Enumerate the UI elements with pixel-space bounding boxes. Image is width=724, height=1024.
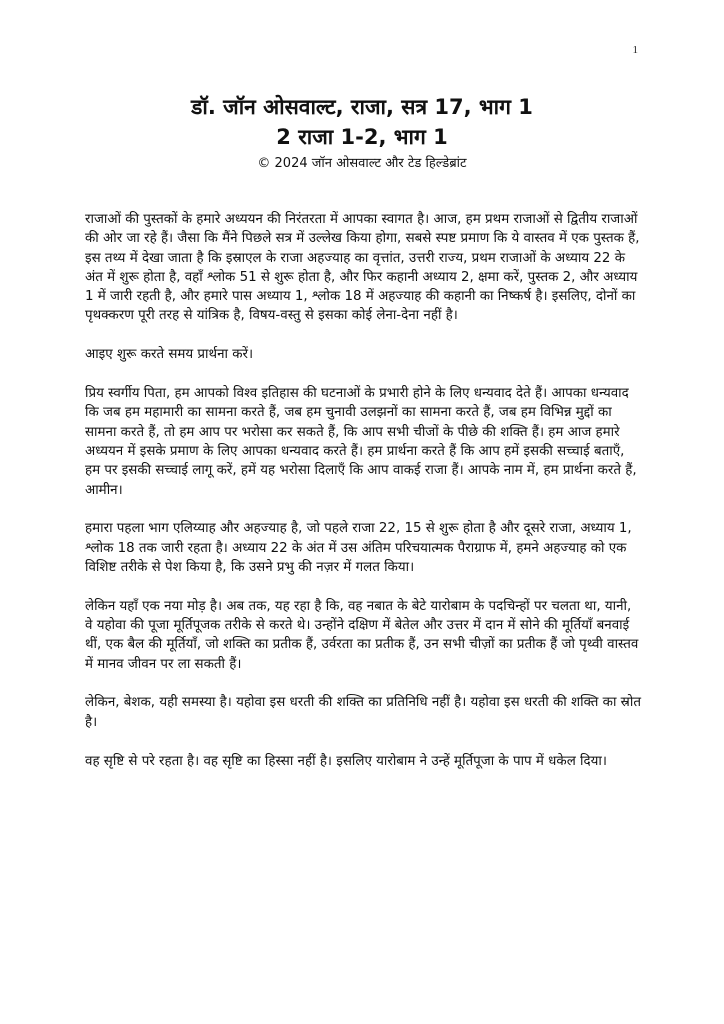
- paragraph-problem: लेकिन, बेशक, यही समस्या है। यहोवा इस धरती की शक्ति का प्रतिनिधि नहीं है। यहोवा इस धरती की शक्ति का स्रोत है।: [85, 695, 641, 730]
- page-title: डॉ. जॉन ओसवाल्ट, राजा, सत्र 17, भाग 1: [191, 95, 533, 119]
- paragraph-beyond-creation: वह सृष्टि से परे रहता है। वह सृष्टि का हिस्सा नहीं है। इसलिए यारोबाम ने उन्हें मूर्तिपूजा के पाप में धकेल दिया।: [85, 753, 607, 769]
- document-header: [0, 92, 724, 174]
- page-number: 1: [632, 44, 638, 56]
- page-subtitle: 2 राजा 1-2, भाग 1: [276, 125, 448, 149]
- paragraph-new-twist: लेकिन यहाँ एक नया मोड़ है। अब तक, यह रहा है कि, वह नबात के बेटे यारोबाम के पदचिन्हों पर चलता था, यानी, वे यहोवा की पूजा मूर्तिपूजक तरीके से करते थे। उन्होंने दक्षिण में बेतेल और उत्तर में दान में सोने की मूर्तियाँ बनवाई थीं, एक बैल की मूर्तियाँ, जो शक्ति का प्रतीक हैं, उर्वरता का प्रतीक हैं, उन सभी चीज़ों का प्रतीक हैं जो पृथ्वी वास्तव में मानव जीवन पर ला सकती हैं।: [85, 598, 639, 672]
- paragraph-prayer: प्रिय स्वर्गीय पिता, हम आपको विश्व इतिहास की घटनाओं के प्रभारी होने के लिए धन्यवाद देते हैं। आपका धन्यवाद कि जब हम महामारी का सामना करते हैं, जब हम चुनावी उलझनों का सामना करते हैं, जब हम विभिन्न मुद्दों का सामना करते हैं, तो हम आप पर भरोसा कर सकते हैं, कि आप सभी चीजों के पीछे की शक्ति हैं। हम आज हमारे अध्ययन में इसके प्रमाण के लिए आपका धन्यवाद करते हैं। हम प्रार्थना करते हैं कि आप हमें इसकी सच्चाई बताएँ, हम पर इसकी सच्चाई लागू करें, हमें यह भरोसा दिलाएँ कि आप वाकई राजा हैं। आपके नाम में, हम प्रार्थना करते हैं, आमीन।: [85, 386, 637, 498]
- copyright-notice: © 2024 जॉन ओसवाल्ट और टेड हिल्डेब्रांट: [257, 156, 467, 171]
- paragraph-prayer-intro: आइए शुरू करते समय प्रार्थना करें।: [85, 347, 254, 363]
- document-body: [85, 210, 641, 790]
- paragraph-intro: राजाओं की पुस्तकों के हमारे अध्ययन की निरंतरता में आपका स्वागत है। आज, हम प्रथम राजाओं से द्वितीय राजाओं की ओर जा रहे हैं। जैसा कि मैंने पिछले सत्र में उल्लेख किया होगा, सबसे स्पष्ट प्रमाण कि ये वास्तव में एक पुस्तक हैं, इस तथ्य में देखा जाता है कि इस्राएल के राजा अहज्याह का वृत्तांत, उत्तरी राज्य, प्रथम राजाओं के अध्याय 22 के अंत में शुरू होता है, वहाँ श्लोक 51 से शुरू होता है, और फिर कहानी अध्याय 2, क्षमा करें, पुस्तक 2, और अध्याय 1 में जारी रहती है, और हमारे पास अध्याय 1, श्लोक 18 में अहज्याह की कहानी का निष्कर्ष है। इसलिए, दोनों का पृथक्करण पूरी तरह से यांत्रिक है, विषय-वस्तु से इसका कोई लेना-देना नहीं है।: [85, 212, 640, 324]
- paragraph-first-section: हमारा पहला भाग एलिय्याह और अहज्याह है, जो पहले राजा 22, 15 से शुरू होता है और दूसरे राजा, अध्याय 1, श्लोक 18 तक जारी रहता है। अध्याय 22 के अंत में उस अंतिम परिचयात्मक पैराग्राफ में, हमने अहज्याह को एक विशिष्ट तरीके से पेश किया है, कि उसने प्रभु की नज़र में गलत किया।: [85, 521, 632, 575]
